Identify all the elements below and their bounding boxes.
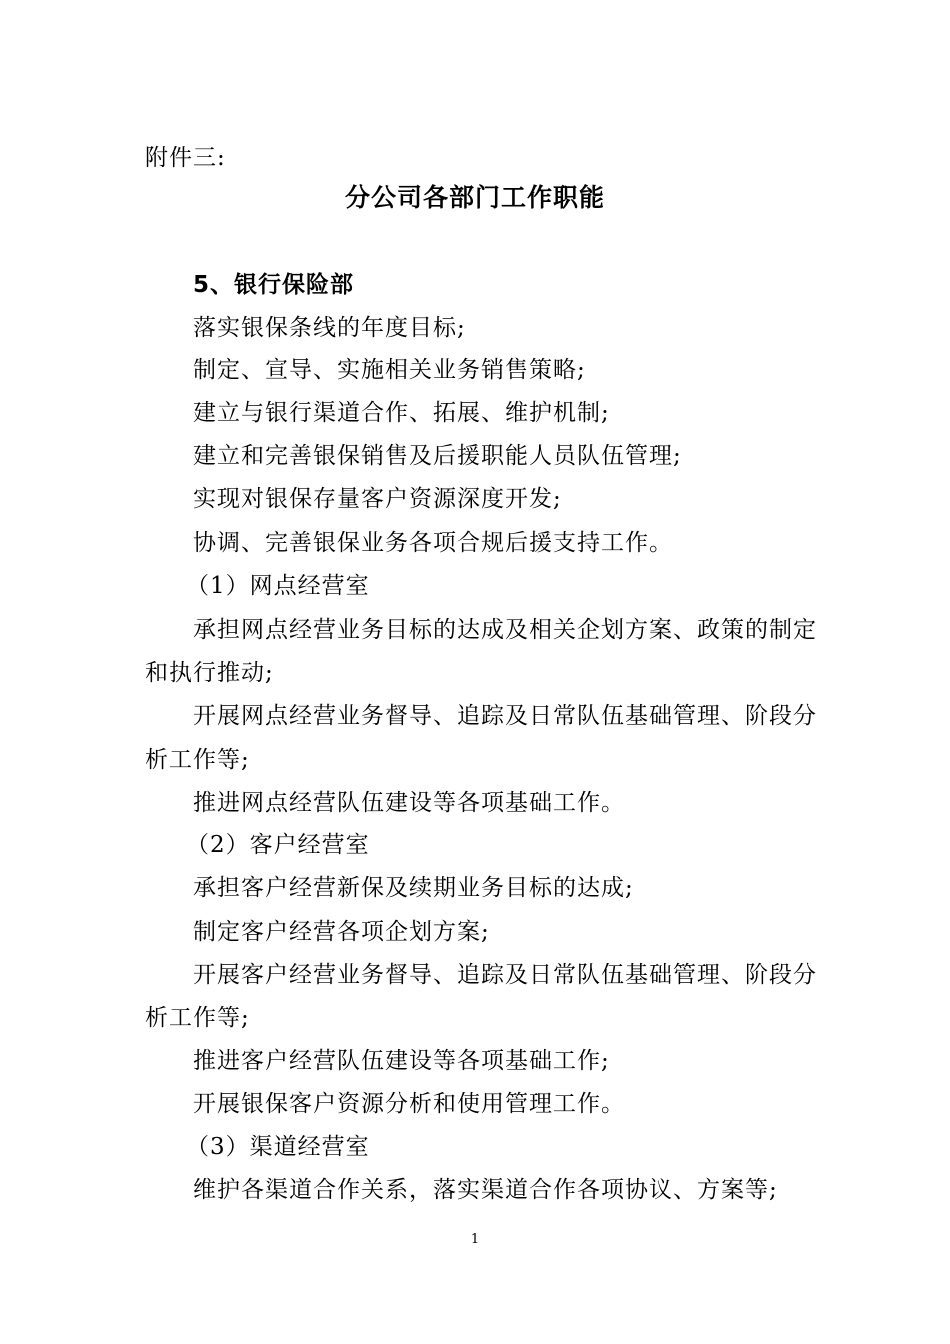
duty-line-continuation: 析工作等; — [145, 1005, 250, 1031]
duty-line: 开展网点经营业务督导、追踪及日常队伍基础管理、阶段分 — [193, 703, 817, 729]
duty-line: 建立与银行渠道合作、拓展、维护机制; — [193, 400, 610, 426]
duty-line-continuation: 析工作等; — [145, 747, 250, 773]
attachment-label: 附件三: — [145, 145, 226, 171]
duty-line: 协调、完善银保业务各项合规后援支持工作。 — [193, 530, 673, 556]
section-heading: 5、银行保险部 — [193, 272, 355, 298]
duty-line: 开展客户经营业务督导、追踪及日常队伍基础管理、阶段分 — [193, 962, 817, 988]
subsection-heading: （1）网点经营室 — [186, 573, 370, 599]
page-number: 1 — [470, 1232, 480, 1247]
duty-line: 承担网点经营业务目标的达成及相关企划方案、政策的制定 — [193, 617, 817, 643]
document-title: 分公司各部门工作职能 — [344, 183, 605, 212]
duty-line: 实现对银保存量客户资源深度开发; — [193, 486, 562, 512]
duty-line: 推进客户经营队伍建设等各项基础工作; — [193, 1048, 610, 1074]
duty-line: 推进网点经营队伍建设等各项基础工作。 — [193, 790, 625, 816]
duty-line: 落实银保条线的年度目标; — [193, 315, 466, 341]
duty-line: 建立和完善银保销售及后援职能人员队伍管理; — [193, 443, 682, 469]
duty-line: 制定、宣导、实施相关业务销售策略; — [193, 357, 586, 383]
duty-line: 维护各渠道合作关系，落实渠道合作各项协议、方案等; — [193, 1177, 778, 1203]
duty-line-continuation: 和执行推动; — [145, 660, 274, 686]
duty-line: 制定客户经营各项企划方案; — [193, 919, 490, 945]
subsection-heading: （2）客户经营室 — [186, 832, 370, 858]
duty-line: 开展银保客户资源分析和使用管理工作。 — [193, 1091, 625, 1117]
duty-line: 承担客户经营新保及续期业务目标的达成; — [193, 875, 634, 901]
subsection-heading: （3）渠道经营室 — [186, 1134, 370, 1160]
